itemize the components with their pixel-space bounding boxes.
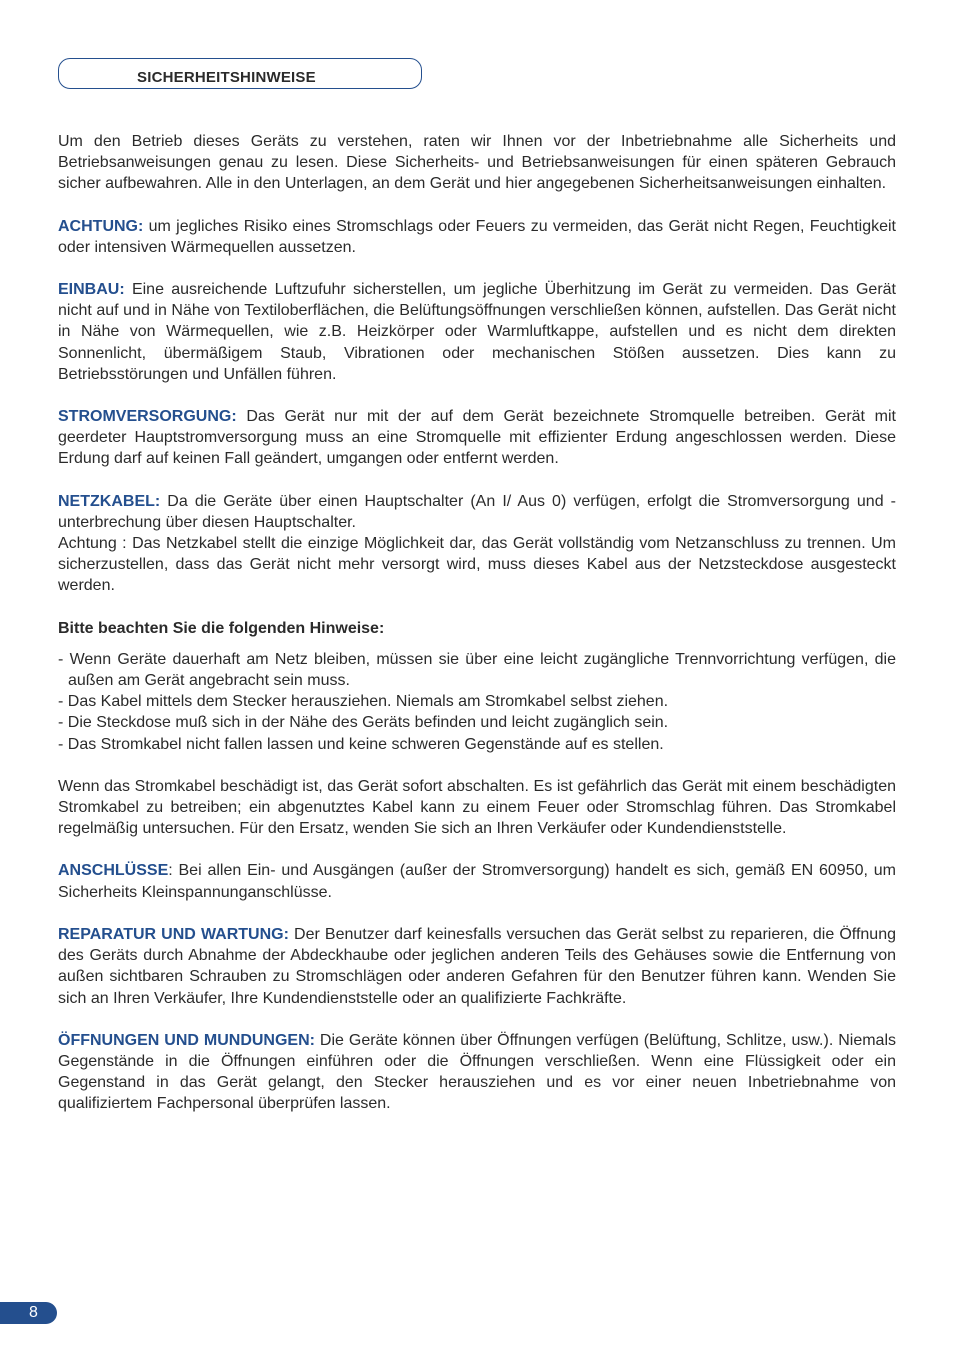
netzkabel-warning: Achtung : Das Netzkabel stellt die einzige Möglichkeit dar, das Gerät vollständig vom Netzanschluss zu trennen. Um sicherzustellen, dass das Gerät nicht mehr versorgt wird, muss dieses Kabel aus der Netzsteckdose ausgesteckt werden. [58, 535, 896, 595]
section-title-box [58, 58, 422, 89]
netzkabel-label: NETZKABEL: [58, 492, 161, 510]
list-item: - Wenn Geräte dauerhaft am Netz bleiben, müssen sie über eine leicht zugängliche Trennvorrichtung verfügen, die außen am Gerät angebracht sein muss. [58, 650, 896, 690]
notes-list [58, 649, 896, 755]
stromversorgung-paragraph [58, 406, 896, 470]
list-item: - Das Stromkabel nicht fallen lassen und keine schweren Gegenstände auf es stellen. [58, 735, 664, 753]
anschluesse-text: : Bei allen Ein- und Ausgängen (außer der Stromversorgung) handelt es sich, gemäß EN 60950, um Sicherheits Kleinspannunganschlüsse. [58, 862, 896, 901]
notes-heading: Bitte beachten Sie die folgenden Hinweise: [58, 619, 385, 637]
reparatur-label: REPARATUR UND WARTUNG: [58, 925, 289, 943]
netzkabel-paragraph [58, 491, 896, 533]
reparatur-text: Der Benutzer darf keinesfalls versuchen das Gerät selbst zu reparieren, die Öffnung des Geräts durch Abnahme der Abdeckhaube oder jeglichen anderen Teils des Gehäuses sowie die Entfernung von außen sichtbaren Schrauben zu Stromschlägen oder anderen Gefahren für den Benutzer führen kann. Wenden Sie sich an Ihren Verkäufer, Ihre Kundendienststelle oder an qualifizierte Fachkräfte. [58, 925, 896, 1007]
achtung-label: ACHTUNG: [58, 217, 144, 235]
intro-paragraph: Um den Betrieb dieses Geräts zu verstehen, raten wir Ihnen vor der Inbetriebnahme alle Sicherheits und Betriebsanweisungen genau zu lesen. Diese Sicherheits- und Betriebsanweisungen für einen späteren Gebrauch sicher aufbewahren. Alle in den Unterlagen, an dem Gerät und hier angegebenen Sicherheitsanweisungen einhalten. [58, 133, 896, 193]
anschluesse-label: ANSCHLÜSSE [58, 862, 169, 880]
reparatur-paragraph [58, 924, 896, 1009]
list-item: - Die Steckdose muß sich in der Nähe des Geräts befinden und leicht zugänglich sein. [58, 714, 669, 732]
oeffnungen-paragraph [58, 1030, 896, 1115]
list-item: - Das Kabel mittels dem Stecker herausziehen. Niemals am Stromkabel selbst ziehen. [58, 693, 669, 711]
oeffnungen-label: ÖFFNUNGEN UND MUNDUNGEN: [58, 1031, 315, 1049]
achtung-text: um jegliches Risiko eines Stromschlags oder Feuers zu vermeiden, das Gerät nicht Regen, Feuchtigkeit oder intensiven Wärmequellen aussetzen. [58, 217, 896, 256]
oeffnungen-text: Die Geräte können über Öffnungen verfügen (Belüftung, Schlitze, usw.). Niemals Gegenstände in die Öffnungen einführen oder die Öffnungen verschließen. Wenn eine Flüssigkeit oder ein Gegenstand in das Gerät gelangt, den Stecker herausziehen und es vor einer neuen Inbetriebnahme von qualifiziertem Fachpersonal überprüfen lassen. [58, 1031, 896, 1113]
stromversorgung-text: Das Gerät nur mit der auf dem Gerät bezeichnete Stromquelle betreiben. Gerät mit geerdeter Hauptstromversorgung muss an eine Stromquelle mit effizienter Erdung angeschlossen werden. Diese Erdung darf auf keinen Fall geändert, umgangen oder entfernt werden. [58, 408, 896, 468]
netzkabel-text: Da die Geräte über einen Hauptschalter (An I/ Aus 0) verfügen, erfolgt die Stromversorgung und -unterbrechung über diesen Hauptschalter. [58, 492, 896, 531]
einbau-text: Eine ausreichende Luftzufuhr sicherstellen, um jegliche Überhitzung im Gerät zu vermeiden. Das Gerät nicht auf und in Nähe von Textiloberflächen, die Belüftungsöffnungen verschließen können, aufstellen. Das Gerät nicht in Nähe von Wärmequellen, wie z.B. Heizkörper oder Warmluftkappe, aufstellen und es nicht dem direkten Sonnenlicht, übermäßigem Staub, Vibrationen oder mechanischen Stößen aussetzen. Dies kann zu Betriebsstörungen und Unfällen führen. [58, 281, 896, 383]
einbau-label: EINBAU: [58, 281, 125, 299]
page-number: 8 [0, 1302, 57, 1324]
damage-paragraph: Wenn das Stromkabel beschädigt ist, das Gerät sofort abschalten. Es ist gefährlich das Gerät mit einem beschädigten Stromkabel zu betreiben; ein abgenutztes Kabel kann zu einem Feuer oder Stromschlag führen. Das Stromkabel regelmäßig untersuchen. Für den Ersatz, wenden Sie sich an Ihren Verkäufer oder Kundendienststelle. [58, 777, 896, 838]
section-title: SICHERHEITSHINWEISE [137, 69, 316, 86]
stromversorgung-label: STROMVERSORGUNG: [58, 408, 237, 426]
einbau-paragraph [58, 279, 896, 385]
safety-content [58, 131, 896, 1136]
anschluesse-paragraph [58, 860, 896, 902]
achtung-paragraph [58, 216, 896, 258]
